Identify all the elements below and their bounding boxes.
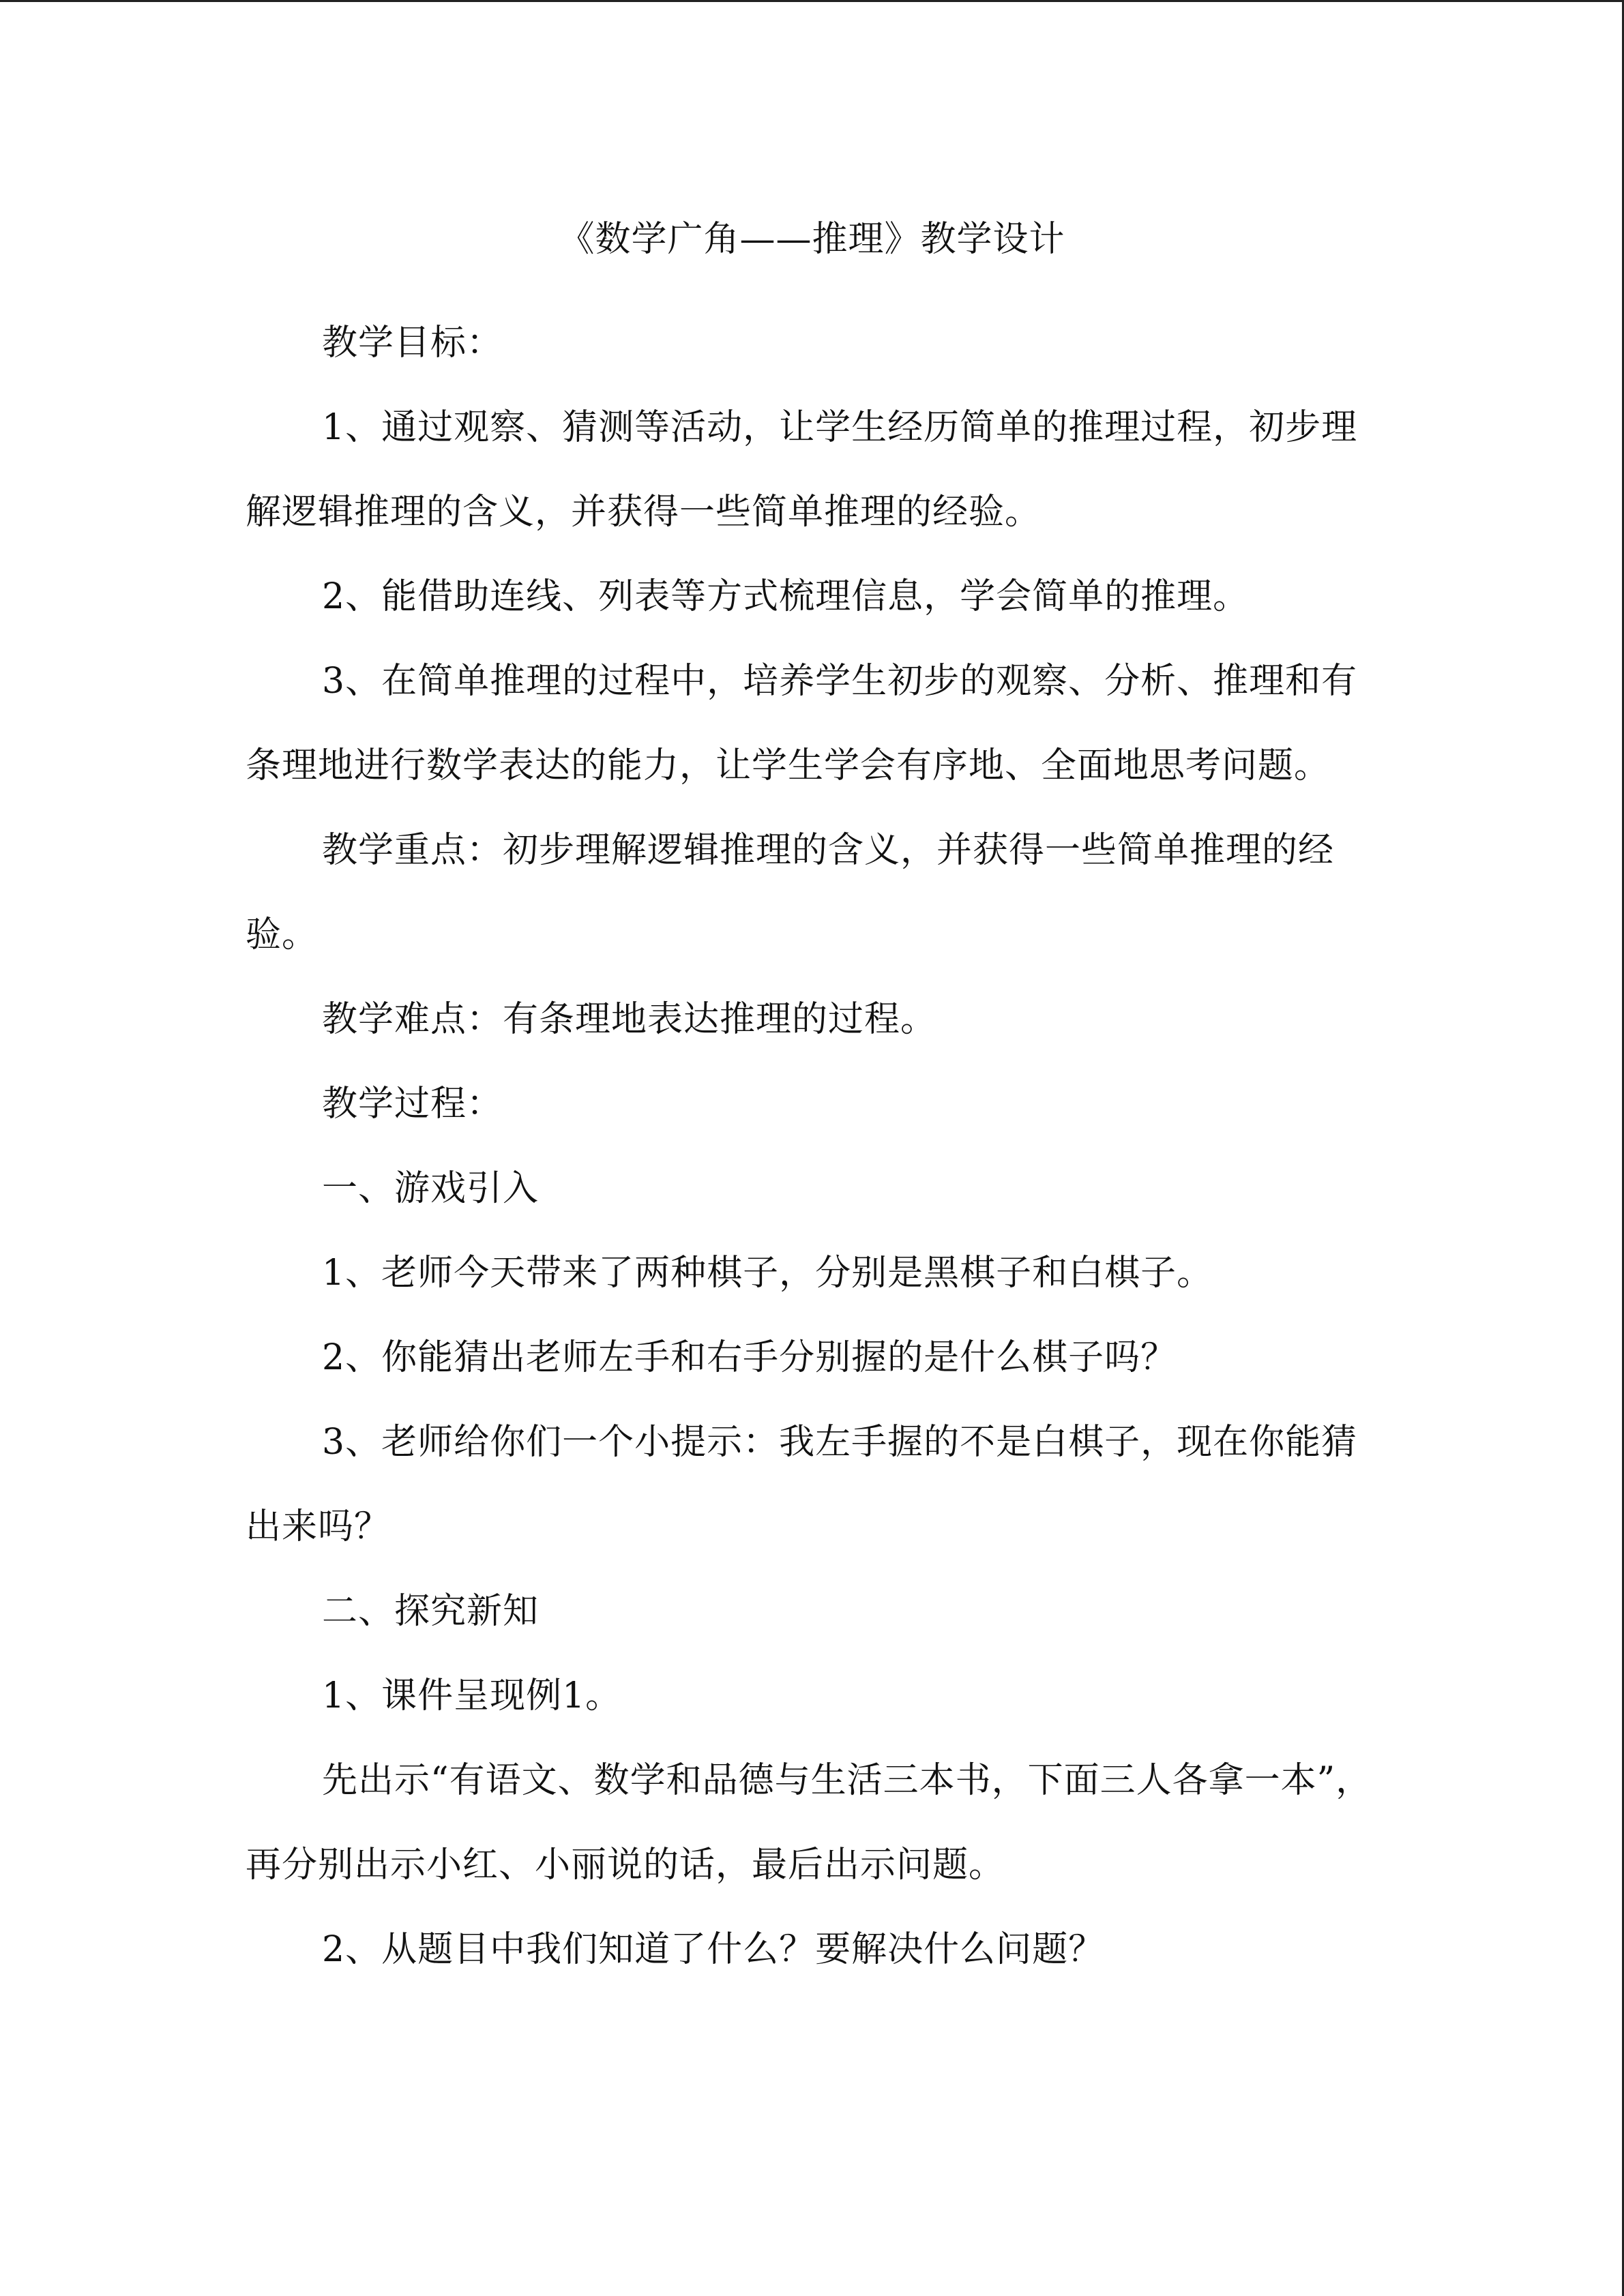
subsection-explore: 二、探究新知 [322, 1591, 540, 1632]
subsection-game-intro: 一、游戏引入 [322, 1168, 540, 1209]
explore-step-2: 2、从题目中我们知道了什么？要解决什么问题？ [322, 1929, 1105, 1970]
difficult-point: 教学难点：有条理地表达推理的过程。 [322, 999, 937, 1040]
objective-1: 1、通过观察、猜测等活动，让学生经历简单的推理过程，初步理解逻辑推理的含义，并获得一些简单推理的经验。 [246, 407, 1358, 533]
document-title: 《数学广角——推理》教学设计 [559, 219, 1065, 260]
game-step-2: 2、你能猜出老师左手和右手分别握的是什么棋子吗？ [322, 1337, 1177, 1378]
objective-2: 2、能借助连线、列表等方式梳理信息，学会简单的推理。 [322, 576, 1250, 617]
explore-step-1: 1、课件呈现例1。 [322, 1675, 622, 1716]
game-step-3: 3、老师给你们一个小提示：我左手握的不是白棋子，现在你能猜出来吗？ [246, 1422, 1358, 1547]
game-step-1: 1、老师今天带来了两种棋子，分别是黑棋子和白棋子。 [322, 1253, 1213, 1294]
key-point: 教学重点：初步理解逻辑推理的含义，并获得一些简单推理的经验。 [246, 830, 1335, 955]
objective-3: 3、在简单推理的过程中，培养学生初步的观察、分析、推理和有条理地进行数学表达的能力，让学生学会有序地、全面地思考问题。 [246, 661, 1358, 786]
section-heading-objectives: 教学目标： [322, 323, 503, 363]
explore-description: 先出示“有语文、数学和品德与生活三本书，下面三人各拿一本”，再分别出示小红、小丽说的话，最后出示问题。 [246, 1760, 1372, 1885]
document-body [246, 301, 1378, 1992]
section-heading-process: 教学过程： [322, 1084, 503, 1124]
